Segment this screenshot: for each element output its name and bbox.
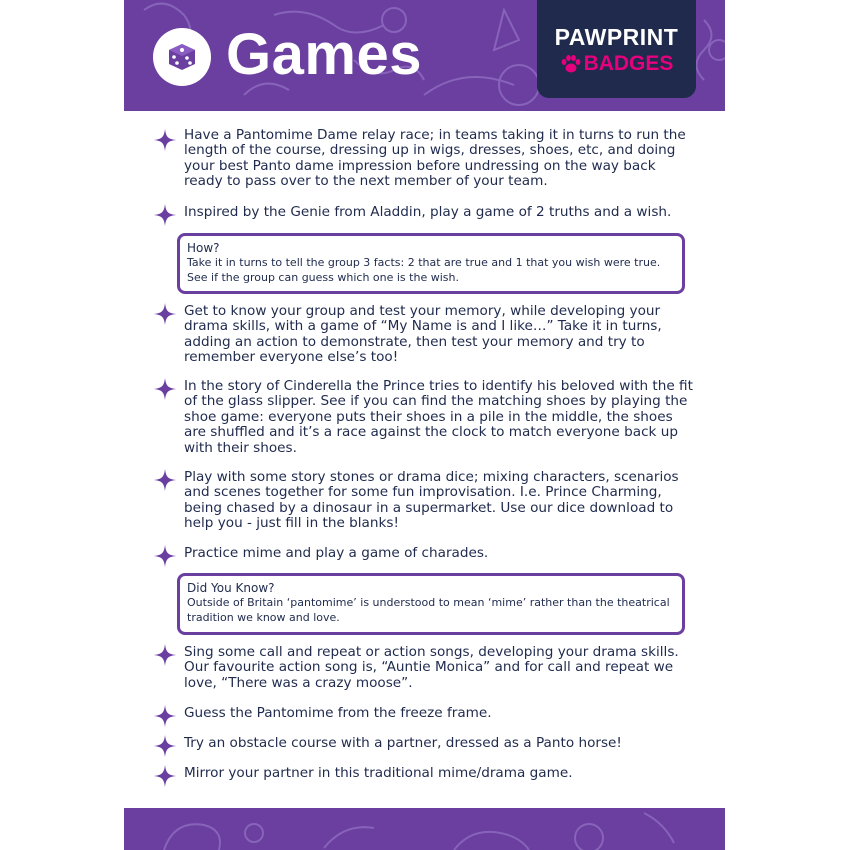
sparkle-star-icon [154,644,176,666]
item-text: Get to know your group and test your memory, while developing your drama skills, with a game of “My Name is and I like…” Take it in turns, adding an action to demonstrate, then test your memory and try to remember everyone else’s too! [184,303,662,366]
decorative-pattern [124,808,725,850]
brand-logo [537,0,696,98]
sparkle-star-icon [154,765,176,787]
sparkle-star-icon [154,129,176,151]
dice-badge [153,28,211,86]
sparkle-star-icon [154,735,176,757]
item-text: Play with some story stones or drama dice; mixing characters, scenarios and scenes together for some fun improvisation. I.e. Prince Charming, being chased by a dinosaur in a supermarket. Use our dice download to help you - just fill in the blanks! [184,469,679,532]
info-box-title: How? [187,241,220,255]
item-text: Have a Pantomime Dame relay race; in teams taking it in turns to run the length of the course, dressing up in wigs, dresses, shoes, etc, and doing your best Panto dame impression before undressing on the way back ready to pass over to the next member of your team. [184,127,686,190]
sparkle-star-icon [154,469,176,491]
sparkle-star-icon [154,705,176,727]
sparkle-star-icon [154,545,176,567]
item-text: Guess the Pantomime from the freeze frame. [184,705,492,721]
info-box-how [177,233,685,294]
item-text: Mirror your partner in this traditional mime/drama game. [184,765,573,781]
dice-icon [166,41,198,73]
brand-name-bottom-row [537,52,696,76]
sparkle-star-icon [154,303,176,325]
item-text: Sing some call and repeat or action songs, developing your drama skills. Our favourite action song is, “Auntie Monica” and for call and repeat we love, “There was a crazy moose”. [184,644,679,691]
info-box-text: Outside of Britain ‘pantomime’ is understood to mean ‘mime’ rather than the theatrical tradition we know and love. [187,596,670,624]
brand-name-top: PAWPRINT [554,24,679,50]
item-text: In the story of Cinderella the Prince tries to identify his beloved with the fit of the glass slipper. See if you can find the matching shoes by playing the shoe game: everyone puts their shoes in a pile in the middle, the shoes are shuffled and it’s a race against the clock to match everyone back up with their shoes. [184,378,693,456]
sparkle-star-icon [154,204,176,226]
page [124,0,725,850]
info-box-title: Did You Know? [187,581,275,595]
paw-icon [560,54,582,74]
item-text: Inspired by the Genie from Aladdin, play a game of 2 truths and a wish. [184,204,672,220]
item-text: Try an obstacle course with a partner, dressed as a Panto horse! [184,735,622,751]
footer-banner [124,808,725,850]
info-box-did-you-know [177,573,685,635]
header-banner [124,0,725,111]
info-box-text: Take it in turns to tell the group 3 facts: 2 that are true and 1 that you wish were true. See if the group can guess which one is the wish. [187,256,661,284]
page-title: Games [226,22,422,87]
sparkle-star-icon [154,378,176,400]
item-text: Practice mime and play a game of charades. [184,545,489,561]
brand-name-bottom: BADGES [583,52,674,75]
